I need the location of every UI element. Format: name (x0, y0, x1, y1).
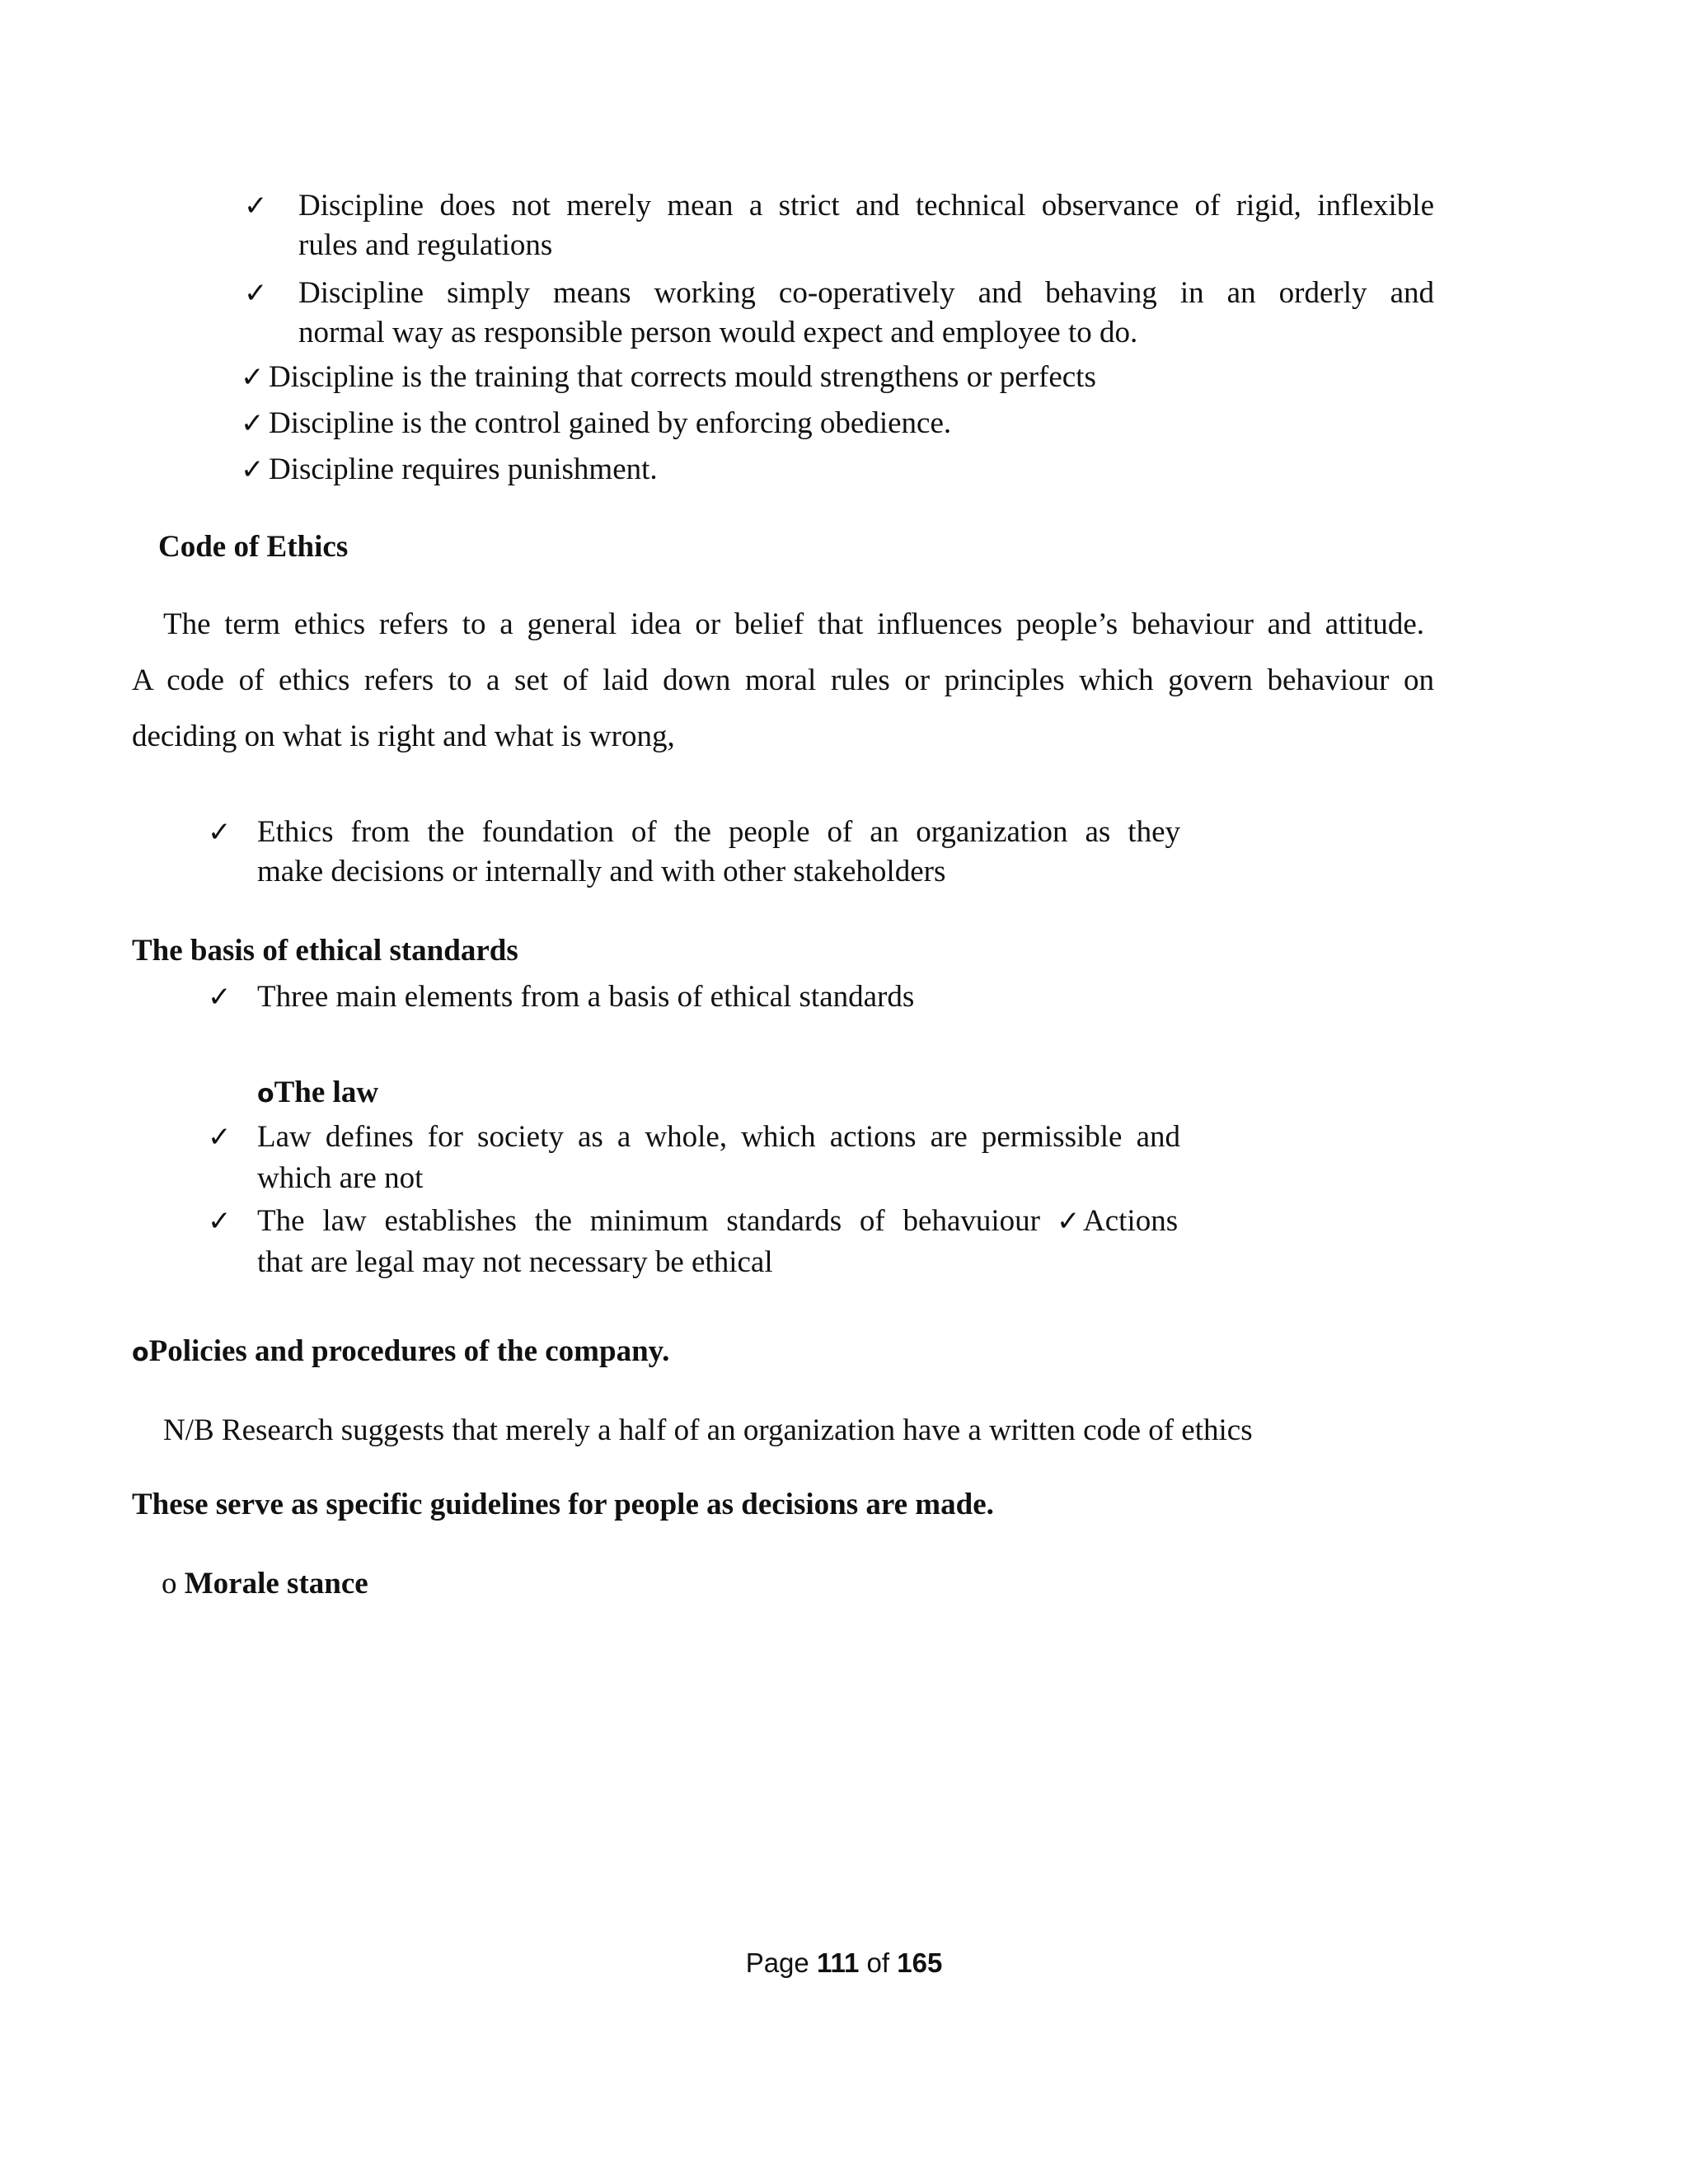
law-bullet-2-actions: Actions (1083, 1204, 1179, 1238)
page-footer (0, 1945, 1688, 1981)
hollow-bullet-icon: o (257, 1080, 274, 1108)
hollow-bullet-icon: o (132, 1338, 149, 1367)
law-bullet-1-line-2: which are not (257, 1161, 424, 1195)
checkmark-icon: ✓ (241, 453, 265, 486)
footer-of-word: of (866, 1947, 890, 1978)
footer-total-pages: 165 (897, 1947, 943, 1978)
checkmark-icon: ✓ (208, 1205, 232, 1238)
ethics-bullet-line-2: make decisions or internally and with other stakeholders (257, 855, 946, 888)
law-bullet-2-line-1: The law establishes the minimum standards of behavuiour (257, 1204, 1040, 1238)
discipline-item-3: Discipline is the training that corrects mould strengthens or perfects (269, 360, 1096, 394)
checkmark-icon: ✓ (208, 981, 232, 1014)
ethics-paragraph-line-3: deciding on what is right and what is wrong, (132, 719, 675, 753)
checkmark-icon: ✓ (208, 816, 232, 849)
discipline-item-5: Discipline requires punishment. (269, 452, 658, 486)
policies-heading: oPolicies and procedures of the company. (132, 1334, 670, 1368)
footer-page-number: 111 (816, 1947, 860, 1978)
checkmark-icon: ✓ (241, 361, 265, 394)
footer-page-word: Page (745, 1947, 809, 1978)
checkmark-icon: ✓ (208, 1121, 232, 1154)
ethics-paragraph-line-1: The term ethics refers to a general idea or belief that influences people’s behaviour and attitude. (163, 607, 1424, 641)
checkmark-icon: ✓ (244, 190, 268, 223)
checkmark-icon: ✓ (241, 407, 265, 440)
discipline-item-1-line-1: Discipline does not merely mean a strict and technical observance of rigid, inflexible (298, 189, 1434, 223)
checkmark-icon: ✓ (244, 277, 268, 310)
discipline-item-4: Discipline is the control gained by enforcing obedience. (269, 406, 952, 440)
guidelines-text: These serve as specific guidelines for people as decisions are made. (132, 1488, 994, 1521)
ethical-standards-bullet: Three main elements from a basis of ethical standards (257, 980, 915, 1014)
checkmark-icon: ✓ (1057, 1205, 1081, 1238)
discipline-item-1-line-2: rules and regulations (298, 228, 553, 262)
ethics-paragraph-line-2: A code of ethics refers to a set of laid down moral rules or principles which govern behaviour on (132, 663, 1434, 697)
ethical-standards-heading: The basis of ethical standards (132, 934, 518, 968)
ethics-bullet-line-1: Ethics from the foundation of the people of an organization as they (257, 815, 1180, 849)
the-law-heading: oThe law (257, 1076, 379, 1109)
code-of-ethics-heading: Code of Ethics (158, 530, 349, 564)
discipline-item-2-line-2: normal way as responsible person would expect and employee to do. (298, 316, 1138, 349)
morale-stance-heading: o Morale stance (162, 1567, 368, 1601)
hollow-bullet-icon: o (162, 1567, 177, 1601)
law-bullet-2-line-2: that are legal may not necessary be ethical (257, 1245, 773, 1279)
discipline-item-2-line-1: Discipline simply means working co-operatively and behaving in an orderly and (298, 276, 1434, 310)
law-bullet-1-line-1: Law defines for society as a whole, which actions are permissible and (257, 1120, 1180, 1154)
nb-research-text: N/B Research suggests that merely a half of an organization have a written code of ethics (163, 1413, 1253, 1447)
